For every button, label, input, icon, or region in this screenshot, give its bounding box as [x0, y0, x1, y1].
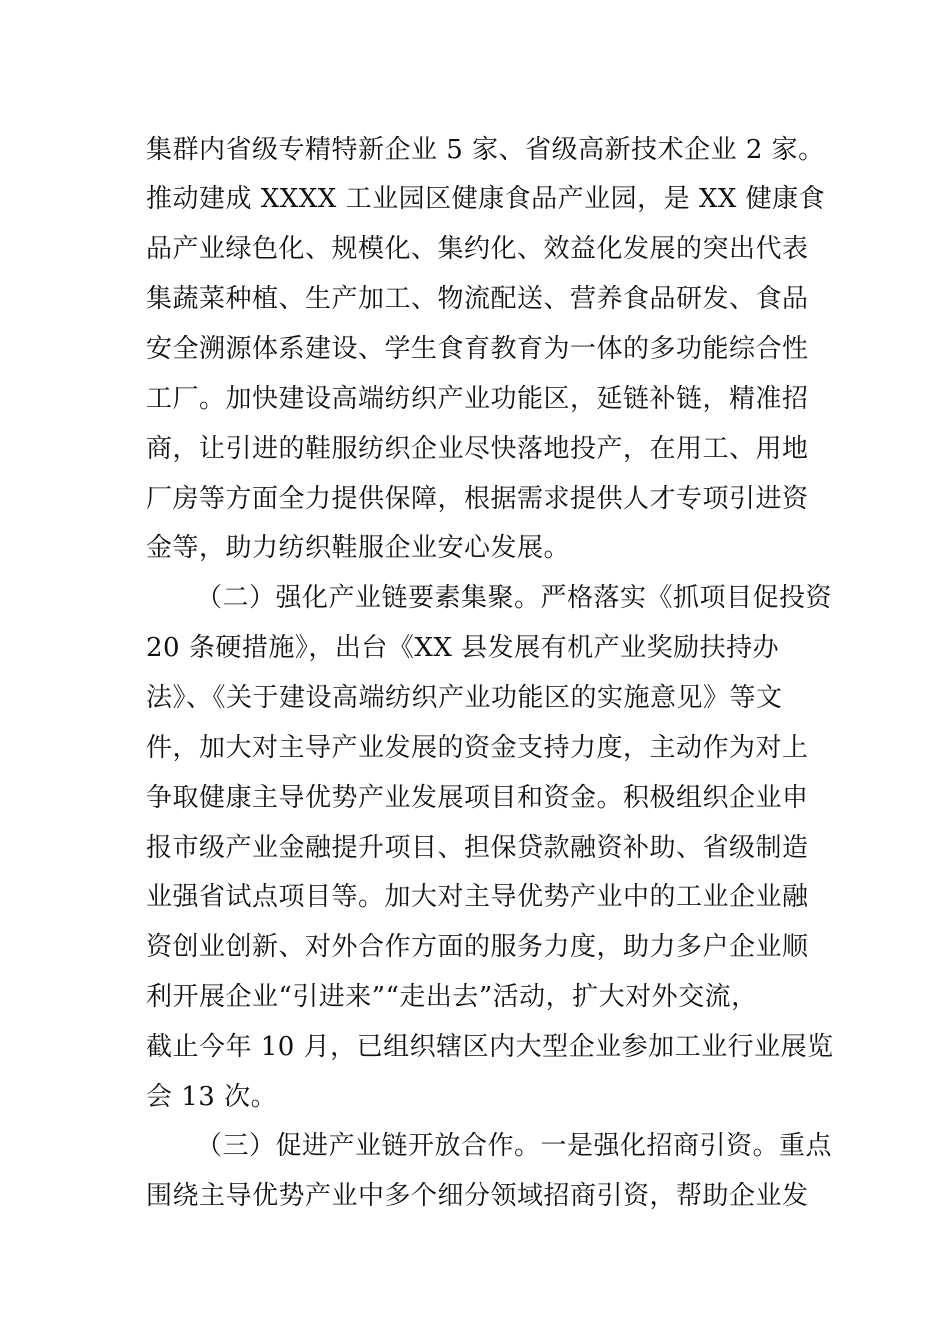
text-line: 20 条硬措施》，出台《XX 县发展有机产业奖励扶持办 — [146, 633, 780, 663]
paragraph-start-line: （三）促进产业链开放合作。一是强化招商引资。重点 — [196, 1131, 833, 1161]
text-line: 件，加大对主导产业发展的资金支持力度，主动作为对上 — [146, 733, 809, 763]
text-line: 截止今年 10 月，已组织辖区内大型企业参加工业行业展览 — [146, 1032, 834, 1062]
text-line: 围绕主导优势产业中多个细分领域招商引资，帮助企业发 — [146, 1181, 809, 1211]
paragraph-start-line: （二）强化产业链要素集聚。严格落实《抓项目促投资 — [196, 583, 833, 613]
text-line: 报市级产业金融提升项目、担保贷款融资补助、省级制造 — [146, 833, 809, 863]
text-line: 资创业创新、对外合作方面的服务力度，助力多户企业顺 — [146, 932, 809, 962]
text-line: 工厂。加快建设高端纺织产业功能区，延链补链，精准招 — [146, 384, 809, 414]
text-line: 品产业绿色化、规模化、集约化、效益化发展的突出代表 — [146, 234, 809, 264]
text-line: 集蔬菜种植、生产加工、物流配送、营养食品研发、食品 — [146, 284, 809, 314]
text-line: 争取健康主导优势产业发展项目和资金。积极组织企业申 — [146, 783, 809, 813]
text-line: 法》、《关于建设高端纺织产业功能区的实施意见》等文 — [146, 683, 783, 713]
text-line: 安全溯源体系建设、学生食育教育为一体的多功能综合性 — [146, 334, 809, 364]
text-line: 商，让引进的鞋服纺织企业尽快落地投产，在用工、用地 — [146, 434, 809, 464]
text-line: 集群内省级专精特新企业 5 家、省级高新技术企业 2 家。 — [146, 135, 825, 165]
text-line: 推动建成 XXXX 工业园区健康食品产业园，是 XX 健康食 — [146, 184, 826, 214]
text-line: 金等，助力纺织鞋服企业安心发展。 — [146, 533, 571, 563]
text-line: 业强省试点项目等。加大对主导优势产业中的工业企业融 — [146, 882, 809, 912]
text-line: 会 13 次。 — [146, 1082, 278, 1112]
text-line: 利开展企业“引进来”“走出去”活动，扩大对外交流， — [146, 982, 758, 1012]
text-line: 厂房等方面全力提供保障，根据需求提供人才专项引进资 — [146, 484, 809, 514]
